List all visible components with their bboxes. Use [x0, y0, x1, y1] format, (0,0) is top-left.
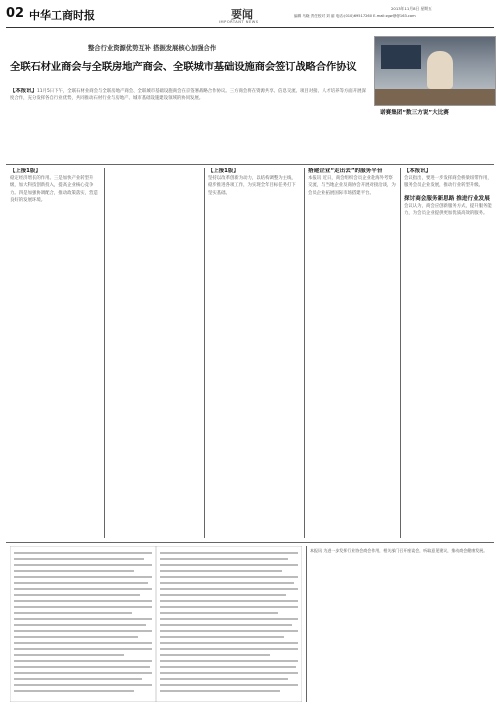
column-3-kicker: 【上接1版】	[208, 168, 239, 174]
lead-subheadline: 整合行业资源优势互补 搭振发展核心加强合作	[88, 45, 217, 52]
masthead-rule	[6, 27, 494, 28]
column-5-kicker: 【本报讯】	[404, 168, 431, 174]
classified-grid	[10, 546, 302, 702]
column-1-kicker: 【上接1版】	[10, 168, 41, 174]
classified-table	[10, 546, 302, 702]
column-1	[10, 168, 100, 538]
column-5-text-2: 会议认为，商会应创新服务方式，提升服务能力，为会员企业提供更加优质高效的服务。	[404, 203, 492, 217]
lower-article	[310, 548, 494, 700]
column-5	[404, 168, 494, 538]
issue-date: 2013年11月8日 星期五	[391, 6, 432, 11]
column-3	[208, 168, 300, 538]
photo-monitor	[381, 45, 421, 69]
page-number: 02	[6, 6, 25, 21]
section-divider	[6, 164, 494, 165]
photo-desk	[375, 89, 495, 105]
news-photo	[374, 36, 496, 106]
lead-body	[10, 88, 368, 158]
lead-headline: 全联石材业商会与全联房地产商会、全联城市基础设施商会签订战略合作协议	[10, 61, 357, 73]
column-rule	[306, 546, 307, 702]
lead-kicker: 【本报讯】	[10, 88, 37, 94]
section-subtitle: IMPORTANT NEWS	[219, 20, 259, 24]
column-2	[108, 168, 200, 538]
editors-line: 编辑 马晓 责任校对 刘 丽 电话:(010)69517260 E-mail:zgw@@163.com	[294, 14, 416, 18]
column-5-text: 会议指出，要进一步发挥商会桥梁纽带作用，服务会员企业发展，推动行业转型升级。	[404, 176, 492, 189]
photo-caption: 诺赛集团“数三方说”大比赛	[380, 110, 449, 116]
masthead	[0, 0, 500, 26]
lower-article-text: 本报讯 为进一步发挥行业协会商会作用，相关部门召开座谈会，听取意见建议，推动商会健康发展。	[310, 548, 488, 553]
column-4-headline: 搭建企业“走出去”的服务平台	[308, 168, 383, 174]
column-4	[308, 168, 396, 538]
column-rule	[104, 168, 105, 538]
column-rule	[304, 168, 305, 538]
column-1-text: 稳定经济增长的作用。三是加快产业转型升级，加大科技创新投入，提高企业核心竞争力。四是加强协调配合，推动政策落实，营造良好的发展环境。	[10, 176, 98, 203]
photo-person	[427, 51, 453, 89]
column-rule	[204, 168, 205, 538]
section-title: 要闻	[231, 8, 253, 21]
section-divider	[6, 542, 494, 543]
column-3-text: 坚持以改革创新为动力，以结构调整为主线，稳步推进各项工作，为实现全年目标任务打下坚实基础。	[208, 176, 296, 196]
column-rule	[400, 168, 401, 538]
column-4-text: 本报讯 近日，商会组织会员企业赴海外考察交流，与当地企业及商协会开展对接洽谈，为会员企业拓展国际市场搭建平台。	[308, 176, 396, 196]
paper-name: 中华工商时报	[29, 9, 95, 22]
column-5-subhead: 探讨商会服务新思路 推进行业发展	[404, 195, 490, 202]
lead-body-text: 11月5日下午，全联石材业商会与全联房地产商会、全联城市基础设施商会在京签署战略合作协议。三方商会将在资源共享、信息交流、项目对接、人才培养等方面开展深度合作，充分发挥各自行业优势，共同推动石材行业与房地产、城市基础设施建设领域的协同发展。	[10, 89, 366, 102]
